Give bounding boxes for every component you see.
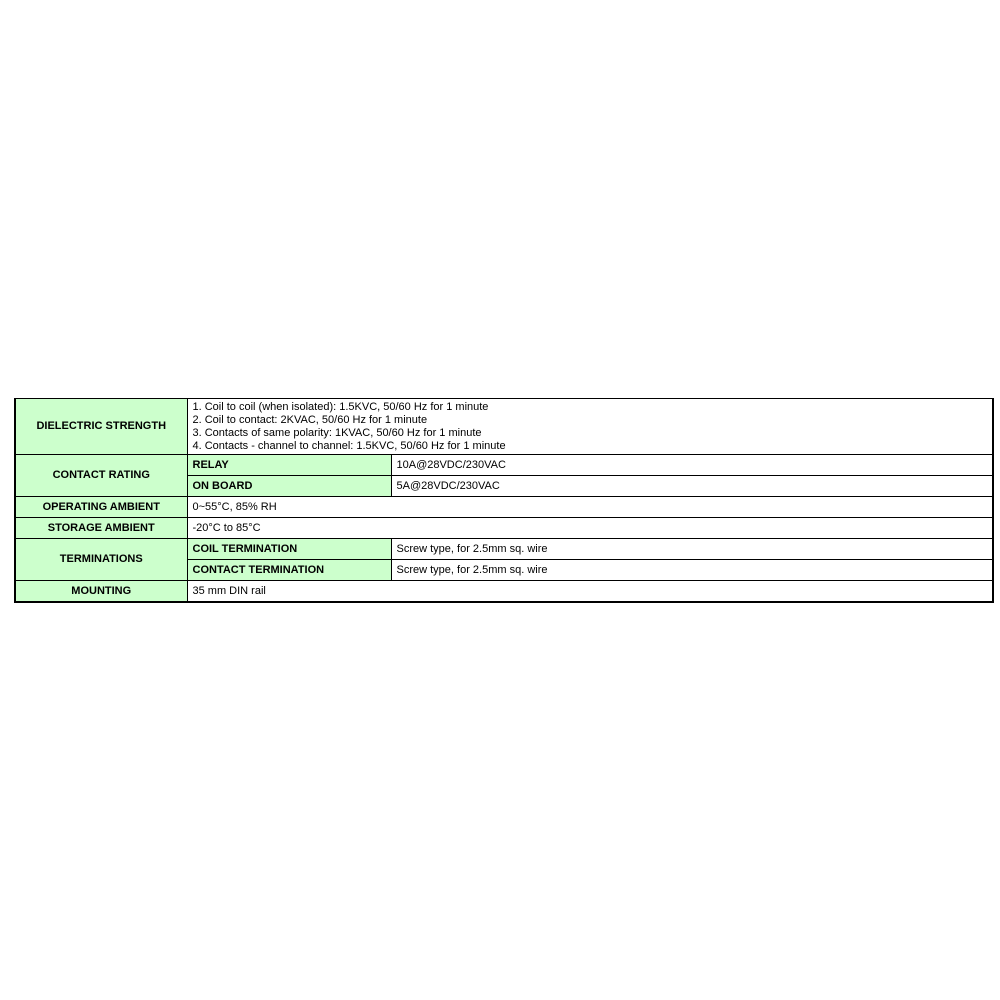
storage-ambient-value: -20°C to 85°C bbox=[187, 518, 993, 539]
on-board-label: ON BOARD bbox=[187, 476, 391, 497]
operating-ambient-value: 0~55°C, 85% RH bbox=[187, 497, 993, 518]
dielectric-line-1: 1. Coil to coil (when isolated): 1.5KVC, 50/60 Hz for 1 minute bbox=[192, 400, 489, 413]
table-row bbox=[15, 518, 993, 539]
coil-termination-label: COIL TERMINATION bbox=[187, 539, 391, 560]
dielectric-line-2: 2. Coil to contact: 2KVAC, 50/60 Hz for 1 minute bbox=[192, 413, 428, 426]
contact-rating-label: CONTACT RATING bbox=[15, 455, 187, 497]
storage-ambient-label: STORAGE AMBIENT bbox=[15, 518, 187, 539]
dielectric-line-4: 4. Contacts - channel to channel: 1.5KVC, 50/60 Hz for 1 minute bbox=[192, 439, 506, 452]
table-row bbox=[15, 399, 993, 455]
dielectric-strength-value bbox=[187, 399, 993, 455]
table-row bbox=[15, 455, 993, 476]
table-row bbox=[15, 539, 993, 560]
dielectric-strength-label: DIELECTRIC STRENGTH bbox=[15, 399, 187, 455]
mounting-value: 35 mm DIN rail bbox=[187, 581, 993, 603]
specification-table bbox=[14, 398, 994, 603]
contact-termination-value: Screw type, for 2.5mm sq. wire bbox=[391, 560, 993, 581]
dielectric-line-3: 3. Contacts of same polarity: 1KVAC, 50/60 Hz for 1 minute bbox=[192, 426, 482, 439]
table-row bbox=[15, 497, 993, 518]
mounting-label: MOUNTING bbox=[15, 581, 187, 603]
coil-termination-value: Screw type, for 2.5mm sq. wire bbox=[391, 539, 993, 560]
relay-value: 10A@28VDC/230VAC bbox=[391, 455, 993, 476]
contact-termination-label: CONTACT TERMINATION bbox=[187, 560, 391, 581]
relay-label: RELAY bbox=[187, 455, 391, 476]
on-board-value: 5A@28VDC/230VAC bbox=[391, 476, 993, 497]
table-row bbox=[15, 581, 993, 603]
terminations-label: TERMINATIONS bbox=[15, 539, 187, 581]
operating-ambient-label: OPERATING AMBIENT bbox=[15, 497, 187, 518]
